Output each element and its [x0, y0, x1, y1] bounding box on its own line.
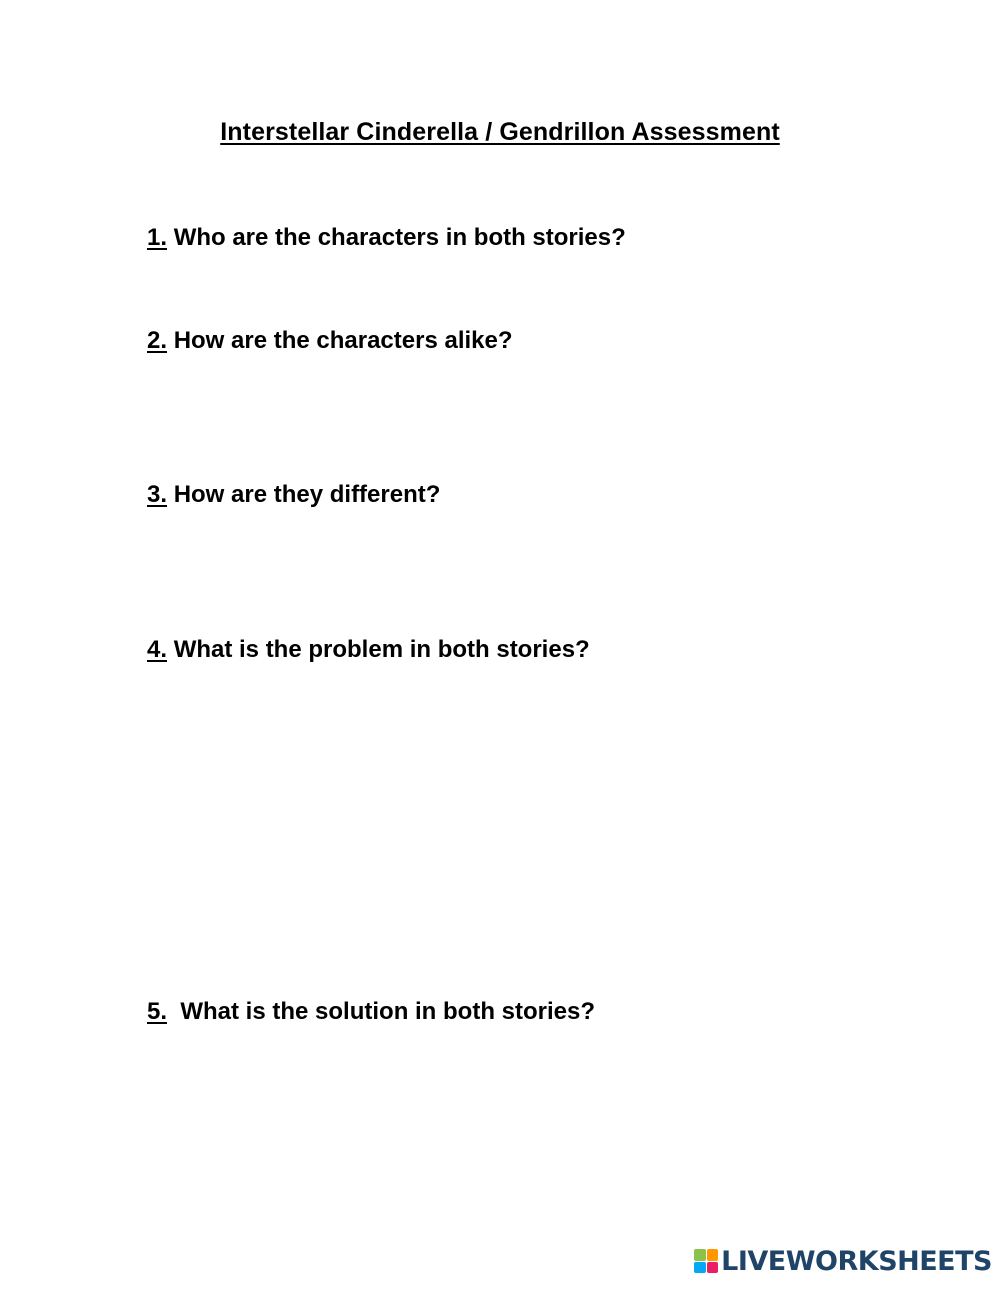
question-number: 1.	[147, 224, 168, 251]
question-text: How are the characters alike?	[173, 327, 513, 354]
liveworksheets-logo-icon	[694, 1249, 718, 1273]
logo-square-icon	[707, 1249, 719, 1261]
question-separator	[167, 327, 174, 354]
question-number: 2.	[147, 327, 168, 354]
question-number: 5.	[147, 998, 168, 1025]
question-separator	[167, 636, 174, 663]
page-title: Interstellar Cinderella / Gendrillon Assessment	[220, 118, 780, 146]
question-3	[147, 481, 440, 509]
question-text: How are they different?	[173, 481, 441, 508]
logo-square-icon	[707, 1262, 719, 1274]
question-text: What is the solution in both stories?	[180, 998, 596, 1025]
question-separator	[167, 224, 174, 251]
question-text: Who are the characters in both stories?	[173, 224, 626, 251]
liveworksheets-brand[interactable]	[694, 1245, 992, 1277]
question-5	[147, 998, 595, 1026]
question-1	[147, 224, 626, 252]
question-separator	[167, 481, 174, 508]
question-separator	[167, 998, 180, 1025]
logo-square-icon	[694, 1249, 706, 1261]
question-2	[147, 327, 513, 355]
logo-square-icon	[694, 1262, 706, 1274]
question-number: 4.	[147, 636, 168, 663]
question-number: 3.	[147, 481, 168, 508]
question-text: What is the problem in both stories?	[173, 636, 590, 663]
brand-name: LIVEWORKSHEETS	[721, 1245, 992, 1277]
question-4	[147, 636, 590, 664]
